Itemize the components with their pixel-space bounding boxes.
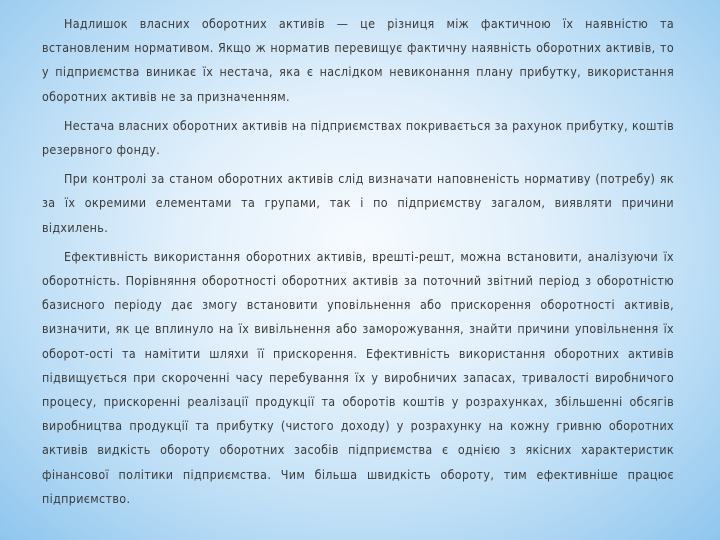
paragraph-shortage: Нестача власних оборотних активів на підприємствах покривається за рахунок прибутку, коштів резервного фонду. — [42, 117, 674, 158]
text-block — [42, 12, 674, 511]
paragraph-efficiency: Ефективність використання оборотних активів, врешті-решт, можна встановити, аналізуючи їх оборотність. Порівняння оборотності оборотних активів за поточний звітний період з оборотністю базисного періоду дає змогу встановити уповільнення або прискорення оборотності активів, визначити, як це вплинуло на їх вивільнення або заморожування, знайти причини уповільнення їх оборот-ості та намітити шляхи її прискорення. Ефективність використання оборотних активів підвищується при скороченні часу перебування їх у виробничих запасах, тривалості виробничого процесу, прискоренні реалізації продукції та оборотів коштів у розрахунках, збільшенні обсягів виробництва продукції та прибутку (чистого доходу) у розрахунку на кожну гривню оборотних активів видкість обороту оборотних засобів підприємства є однією з якісних характеристик фінансової політики підприємства. Чим більша швидкість обороту, тим ефективніше працює підприємство. — [42, 248, 674, 506]
paragraph-control: При контролі за станом оборотних активів слід визначати наповненість нормативу (потребу) як за їх окремими елементами та групами, так і по підприємству загалом, виявляти причини відхилень. — [42, 171, 674, 235]
paragraph-surplus: Надлишок власних оборотних активів — це різниця між фактичною їх наявністю та встановленим нормативом. Якщо ж норматив перевищує фактичну наявність оборотних активів, то у підприємства виникає їх нестача, яка є наслідком невиконання плану прибутку, використання оборотних активів не за призначенням. — [42, 16, 674, 104]
